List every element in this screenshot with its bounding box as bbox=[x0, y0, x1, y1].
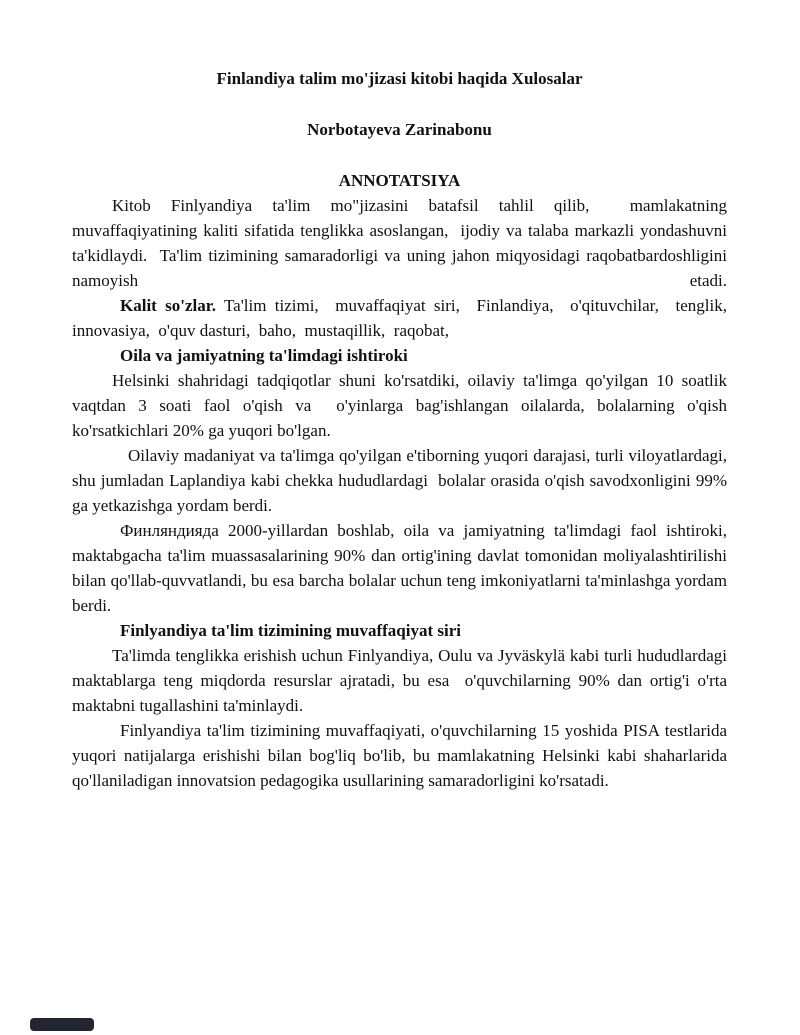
keywords-label: Kalit so'zlar. bbox=[120, 296, 216, 315]
keywords-text: Ta'lim tizimi, muvaffaqiyat siri, Finlandiya, o'qituvchilar, tenglik, innovasiya, o'quv dasturi, baho, mustaqillik, raqobat, bbox=[72, 296, 732, 340]
paragraph-helsinki-research: Helsinki shahridagi tadqiqotlar shuni ko'rsatdiki, oilaviy ta'limga qo'yilgan 10 soatlik vaqtdan 3 soati faol o'qish va o'yinlarga bag'ishlangan oilalarda, bolalarning o'qish ko'rsatkichlari 20% ga yuqori bo'lgan. bbox=[72, 371, 732, 440]
paragraph-pisa-results: Finlyandiya ta'lim tizimining muvaffaqiyati, o'quvchilarning 15 yoshida PISA testlarida yuqori natijalarga erishishi bilan bog'liq bo'lib, bu mamlakatning Helsinki kabi shaharlarida qo'llaniladigan innovatsion pedagogika usullarining samaradorligini ko'rsatadi. bbox=[72, 721, 732, 790]
author-name: Norbotayeva Zarinabonu bbox=[307, 120, 492, 139]
keywords-paragraph bbox=[72, 293, 732, 343]
paragraph-equality-resources: Ta'limda tenglikka erishish uchun Finlyandiya, Oulu va Jyväskylä kabi turli hududlardagi maktablarga teng miqdorda resurslar ajratadi, bu esa o'quvchilarning 90% dan ortig'i o'rta maktabni tugallashini ta'minlaydi. bbox=[72, 646, 732, 715]
annotation-heading: ANNOTATSIYA bbox=[338, 171, 461, 190]
redaction-bar bbox=[30, 1018, 94, 1031]
paragraph-family-culture: Oilaviy madaniyat va ta'limga qo'yilgan e'tiborning yuqori darajasi, turli viloyatlardagi, shu jumladan Laplandiya kabi chekka hududlardagi bolalar orasida o'qish savodxonligini 99% ga yetkazishga yordam berdi. bbox=[72, 446, 732, 515]
document-title: Finlandiya talim mo'jizasi kitobi haqida Xulosalar bbox=[216, 69, 583, 88]
section-heading-family: Oila va jamiyatning ta'limdagi ishtiroki bbox=[120, 346, 408, 365]
annotation-paragraph: Kitob Finlyandiya ta'lim mo"jizasini batafsil tahlil qilib, mamlakatning muvaffaqiyatining kaliti sifatida tenglikka asoslangan, ijodiy va talaba markazli yondashuvni ta'kidlaydi. Ta'lim tizimining samaradorligi va uning jahon miqyosidagi raqobatbardoshligini namoyish etadi. bbox=[72, 196, 732, 290]
section-heading-success: Finlyandiya ta'lim tizimining muvaffaqiyat siri bbox=[120, 621, 461, 640]
paragraph-finland-2000s: Финляндияда 2000-yillardan boshlab, oila va jamiyatning ta'limdagi faol ishtiroki, maktabgacha ta'lim muassasalarining 90% dan ortig'ining davlat tomonidan moliyalashtirilishi bilan qo'llab-quvvatlandi, bu esa barcha bolalar uchun teng imkoniyatlarni ta'minlashga yordam berdi. bbox=[72, 521, 732, 615]
